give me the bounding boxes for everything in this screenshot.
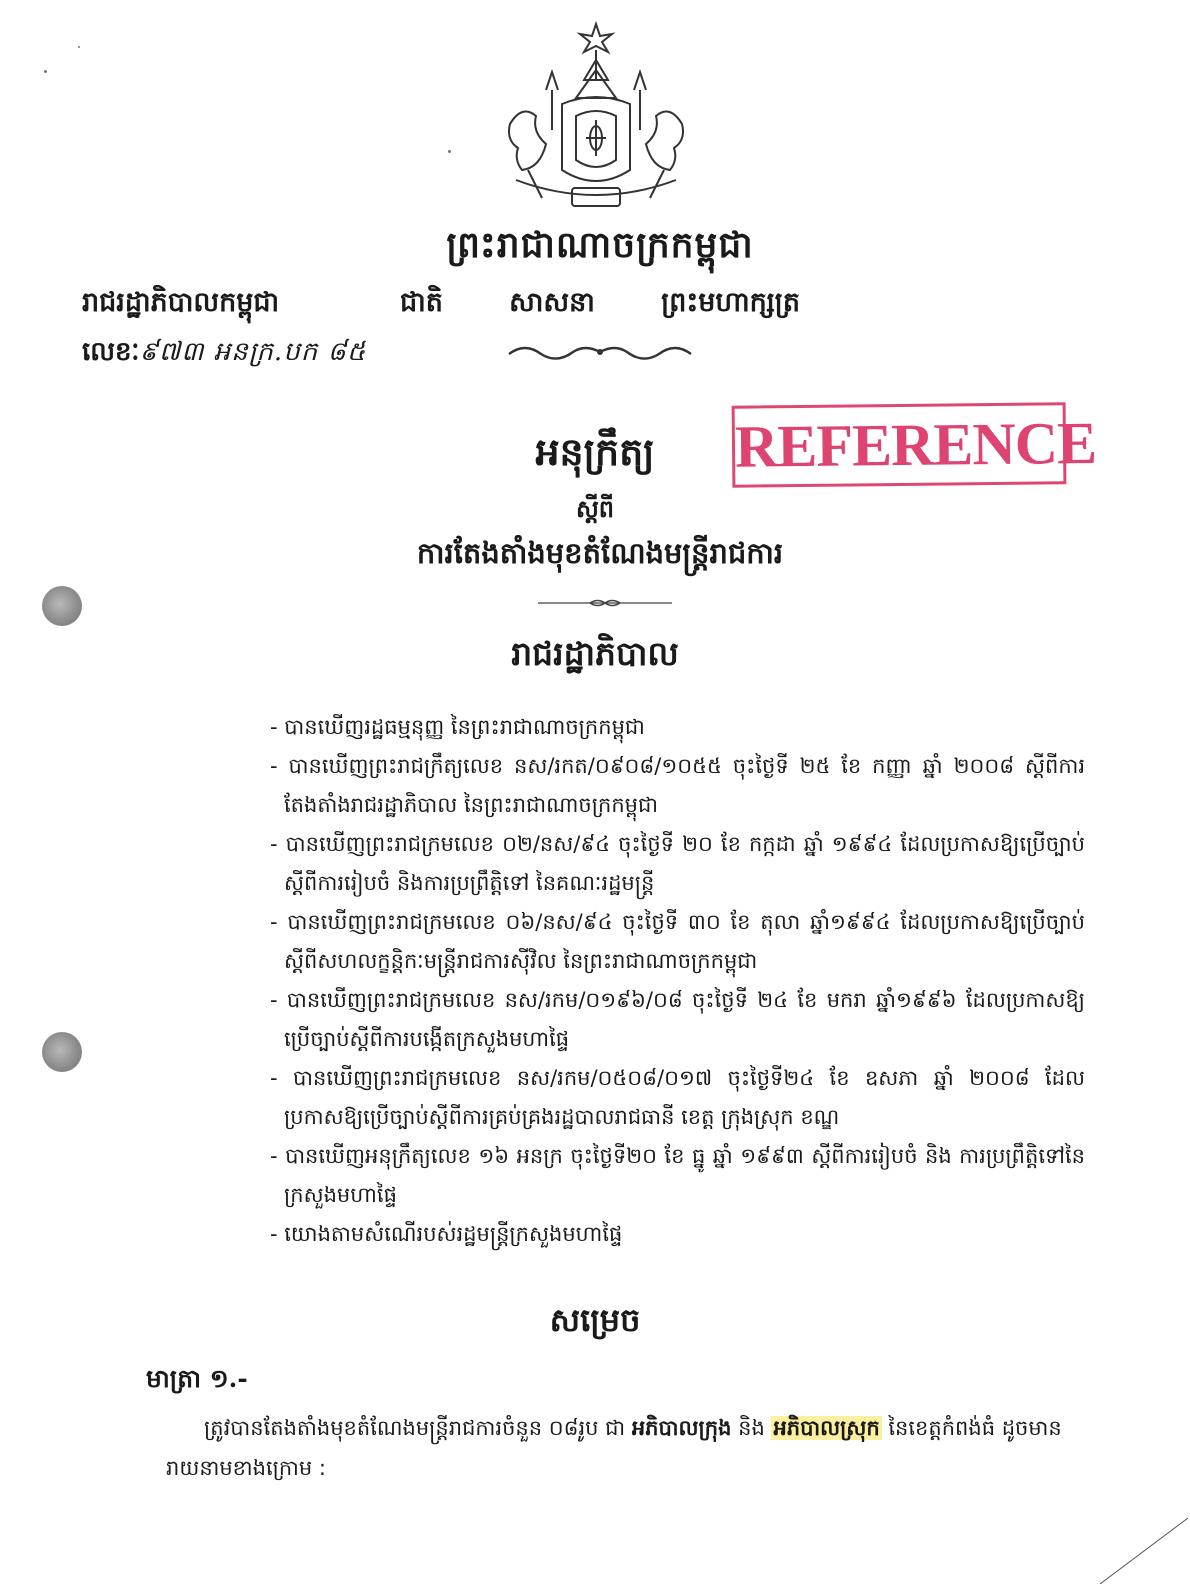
- number-label: លេខៈ: [82, 337, 140, 367]
- clause-item: - យោងតាមសំណើរបស់រដ្ឋមន្ត្រីក្រសួងមហាផ្ទៃ: [270, 1222, 623, 1246]
- punch-hole: [42, 1032, 82, 1072]
- motto-religion: សាសនា: [509, 287, 595, 318]
- motto-king: ព្រះមហាក្សត្រ: [661, 287, 800, 318]
- scan-speck: [44, 70, 47, 73]
- clause-item: - បានឃើញអនុក្រឹត្យលេខ ១៦ អនក្រ ចុះថ្ងៃទី២០ ខែ ធ្នូ ឆ្នាំ ១៩៩៣ ស្តីពីការរៀបចំ និង ការប្រព្រឹត្តិទៅនៃក្រសួងមហាផ្ទៃ: [270, 1144, 1085, 1207]
- preamble-clauses: [270, 708, 1085, 1254]
- punch-hole: [42, 586, 82, 626]
- scan-speck: [78, 46, 80, 48]
- scan-edge-mark: [1080, 1514, 1190, 1584]
- document-subject: ការតែងតាំងមុខតំណែងមន្ត្រីរាជការ: [416, 536, 784, 570]
- article-highlight: អភិបាលស្រុក: [773, 1416, 880, 1440]
- clause-item: - បានឃើញរដ្ឋធម្មនុញ្ញ នៃព្រះរាជាណាចក្រកម្ពុជា: [270, 715, 645, 739]
- government-label: រាជរដ្ឋាភិបាលកម្ពុជា: [82, 287, 280, 318]
- national-motto: [400, 286, 800, 325]
- document-title: អនុក្រឹត្យ: [535, 429, 655, 474]
- motto-nation: ជាតិ: [400, 287, 443, 318]
- clause-item: - បានឃើញព្រះរាជក្រមលេខ ០៦/នស/៩៤ ចុះថ្ងៃទី ៣០ ខែ តុលា ឆ្នាំ១៩៩៤ ដែលប្រកាសឱ្យប្រើច្បាប់ស្តីពីសហលក្ខន្តិកៈមន្ត្រីរាជការស៊ីវិល នៃព្រះរាជាណាចក្រកម្ពុជា: [270, 910, 1085, 973]
- scan-speck: [448, 150, 451, 153]
- article-text-1: ត្រូវបានតែងតាំងមុខតំណែងមន្ត្រីរាជការចំនួន ០៨រូប ជា: [204, 1416, 626, 1440]
- decision-heading: សម្រេច: [549, 1301, 641, 1339]
- section-divider-icon: [538, 598, 672, 608]
- clause-item: - បានឃើញព្រះរាជក្រមលេខ នស/រកម/០១៩៦/០៨ ចុះថ្ងៃទី ២៤ ខែ មករា ឆ្នាំ១៩៩៦ ដែលប្រកាសឱ្យប្រើច្បាប់ស្តីពីការបង្កើតក្រសួងមហាផ្ទៃ: [270, 988, 1085, 1051]
- document-number: [82, 335, 382, 373]
- article-body: [166, 1408, 1084, 1488]
- royal-coat-of-arms-icon: [492, 20, 700, 216]
- article-bold-1: អភិបាលក្រុង: [631, 1416, 732, 1440]
- issuer-block: [82, 286, 382, 373]
- article-label: មាត្រា ១.-: [146, 1364, 248, 1393]
- number-value: ៩៧៣ អនក្រ.បក ៨៥: [139, 337, 367, 367]
- issuing-authority: រាជរដ្ឋាភិបាល: [511, 634, 679, 673]
- article-text-3: នៃខេត្តកំពង់ធំ ដូចមានរាយនាមខាងក្រោម :: [166, 1416, 1062, 1480]
- clause-item: - បានឃើញព្រះរាជក្រឹត្យលេខ នស/រកត/០៩០៨/១០៥៥ ចុះថ្ងៃទី ២៥ ខែ កញ្ញា ឆ្នាំ ២០០៨ ស្តីពីការតែងតាំងរាជរដ្ឋាភិបាល នៃព្រះរាជាណាចក្រកម្ពុជា: [270, 754, 1085, 817]
- kingdom-name: ព្រះរាជាណាចក្រកម្ពុជា: [446, 224, 754, 266]
- reference-stamp: REFERENCE: [732, 402, 1067, 487]
- article-text-2: និង: [738, 1416, 765, 1440]
- title-about: ស្តីពី: [575, 494, 615, 523]
- clause-item: - បានឃើញព្រះរាជក្រមលេខ ០២/នស/៩៤ ចុះថ្ងៃទី ២០ ខែ កក្កដា ឆ្នាំ ១៩៩៤ ដែលប្រកាសឱ្យប្រើច្បាប់ស្តីពីការរៀបចំ និងការប្រព្រឹត្តិទៅ នៃគណៈរដ្ឋមន្ត្រី: [270, 832, 1085, 895]
- ornament-divider-icon: [505, 340, 695, 364]
- clause-item: - បានឃើញព្រះរាជក្រមលេខ នស/រកម/០៥០៨/០១៧ ចុះថ្ងៃទី២៤ ខែ ឧសភា ឆ្នាំ ២០០៨ ដែលប្រកាសឱ្យប្រើច្បាប់ស្តីពីការគ្រប់គ្រងរដ្ឋបាលរាជធានី ខេត្ត ក្រុងស្រុក ខណ្ឌ: [270, 1066, 1085, 1129]
